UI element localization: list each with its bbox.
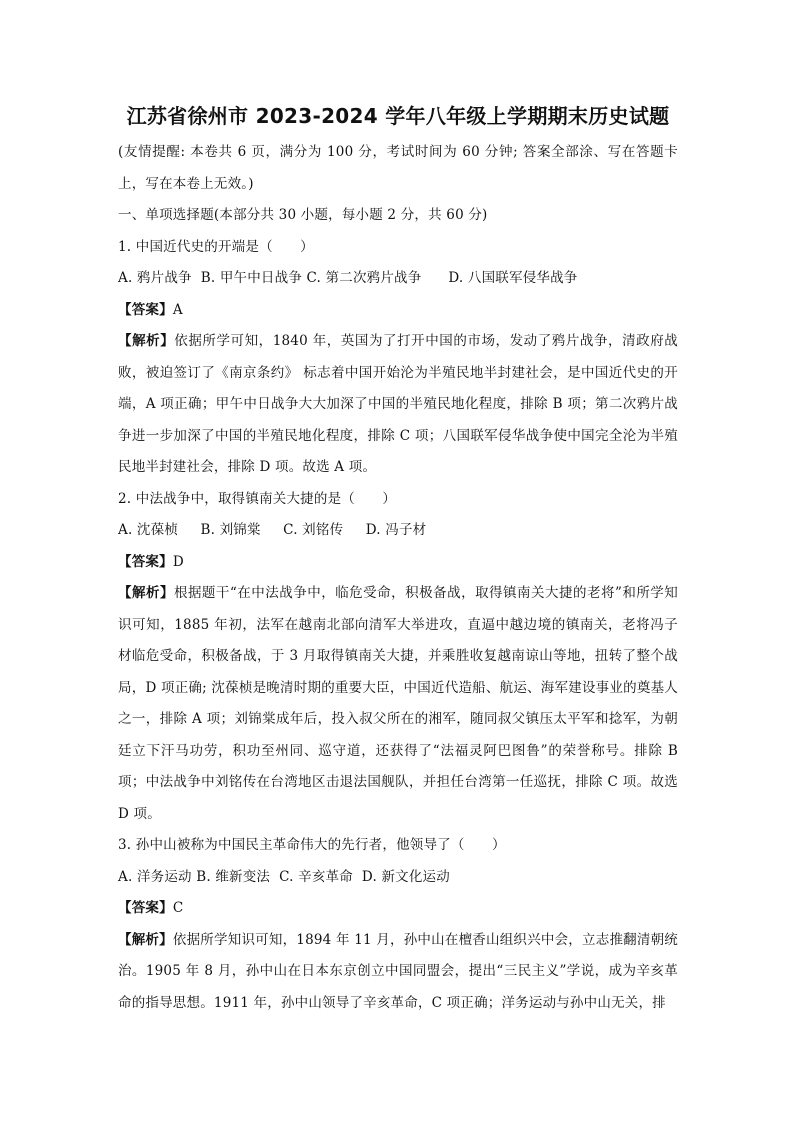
question-stem: 3. 孙中山被称为中国民主革命伟大的先行者，他领导了（ ） — [118, 837, 506, 853]
analysis-text: 依据所学可知，1840 年，英国为了打开中国的市场，发动了鸦片战争，清政府战败，被迫签订了《南京条约》 标志着中国开始沦为半殖民地半封建社会，是中国近代史的开端，A 项正确；甲午中日战争大大加深了中国的半殖民地化程度，排除 B 项；第二次鸦片战争进一步加深了中国的半殖民地化程度，排除 C 项；八国联军侵华战争使中国完全沦为半殖民地半封建社会，排除 D 项。故选 A 项。 — [118, 333, 678, 475]
answer-tag: 【答案】 — [118, 301, 173, 318]
question-2 — [118, 484, 678, 831]
question-3 — [118, 830, 678, 1019]
answer-tag: 【答案】 — [118, 900, 173, 916]
question-options: A. 沈葆桢 B. 刘锦棠 C. 刘铭传 D. 冯子材 — [118, 522, 427, 538]
analysis-paragraph — [118, 578, 678, 830]
question-stem: 1. 中国近代史的开端是（ ） — [118, 238, 314, 255]
page-title: 江苏省徐州市 2023-2024 学年八年级上学期期末历史试题 — [126, 104, 670, 128]
question-options: A. 鸦片战争 B. 甲午中日战争 C. 第二次鸦片战争 D. 八国联军侵华战争 — [118, 270, 578, 286]
question-stem: 2. 中法战争中，取得镇南关大捷的是（ ） — [118, 490, 397, 507]
analysis-tag: 【解析】 — [118, 585, 174, 601]
answer-line — [118, 547, 678, 579]
analysis-text: 依据所学知识可知，1894 年 11 月，孙中山在檀香山组织兴中会，立志推翻清朝统治。1905 年 8 月，孙中山在日本东京创立中国同盟会，提出“三民主义”学说，成为辛亥革命的指导思想。1911 年，孙中山领导了辛亥革命，C 项正确；洋务运动与孙中山无关，排 — [118, 931, 678, 1011]
question-options: A. 洋务运动 B. 维新变法 C. 辛亥革命 D. 新文化运动 — [118, 868, 450, 885]
exam-notice: (友情提醒: 本卷共 6 页，满分为 100 分，考试时间为 60 分钟; 答案全部涂、写在答题卡上，写在本卷上无效。) — [118, 144, 678, 192]
answer-line — [118, 295, 678, 327]
analysis-paragraph — [118, 326, 678, 484]
answer-value: A — [172, 301, 183, 318]
analysis-tag: 【解析】 — [118, 931, 173, 948]
exam-page — [118, 100, 678, 1019]
answer-value: C — [172, 900, 184, 916]
answer-tag: 【答案】 — [118, 553, 173, 570]
question-1 — [118, 232, 678, 484]
analysis-paragraph — [118, 925, 678, 1020]
analysis-tag: 【解析】 — [118, 333, 175, 349]
section-heading: 一、单项选择题(本部分共 30 小题，每小题 2 分，共 60 分) — [118, 207, 488, 223]
answer-line — [118, 893, 678, 925]
answer-value: D — [172, 553, 184, 570]
analysis-text: 根据题干“在中法战争中，临危受命，积极备战，取得镇南关大捷的老将”和所学知识可知，1885 年初，法军在越南北部向清军大举进攻，直逼中越边境的镇南关，老将冯子材临危受命，积极备战，于 3 月取得镇南关大捷，并乘胜收复越南谅山等地，扭转了整个战局，D 项正确; 沈葆桢是晚清时期的重要大臣，中国近代造船、航运、海军建设事业的奠基人之一，排除 A 项；刘锦棠成年后，投入叔父所在的湘军，随同叔父镇压太平军和捻军，为朝廷立下汗马功劳，积功至州同、巡守道，还获得了“法福灵阿巴图鲁”的荣誉称号。排除 B 项；中法战争中刘铭传在台湾地区击退法国舰队，并担任台湾第一任巡抚，排除 C 项。故选 D 项。 — [118, 585, 678, 822]
